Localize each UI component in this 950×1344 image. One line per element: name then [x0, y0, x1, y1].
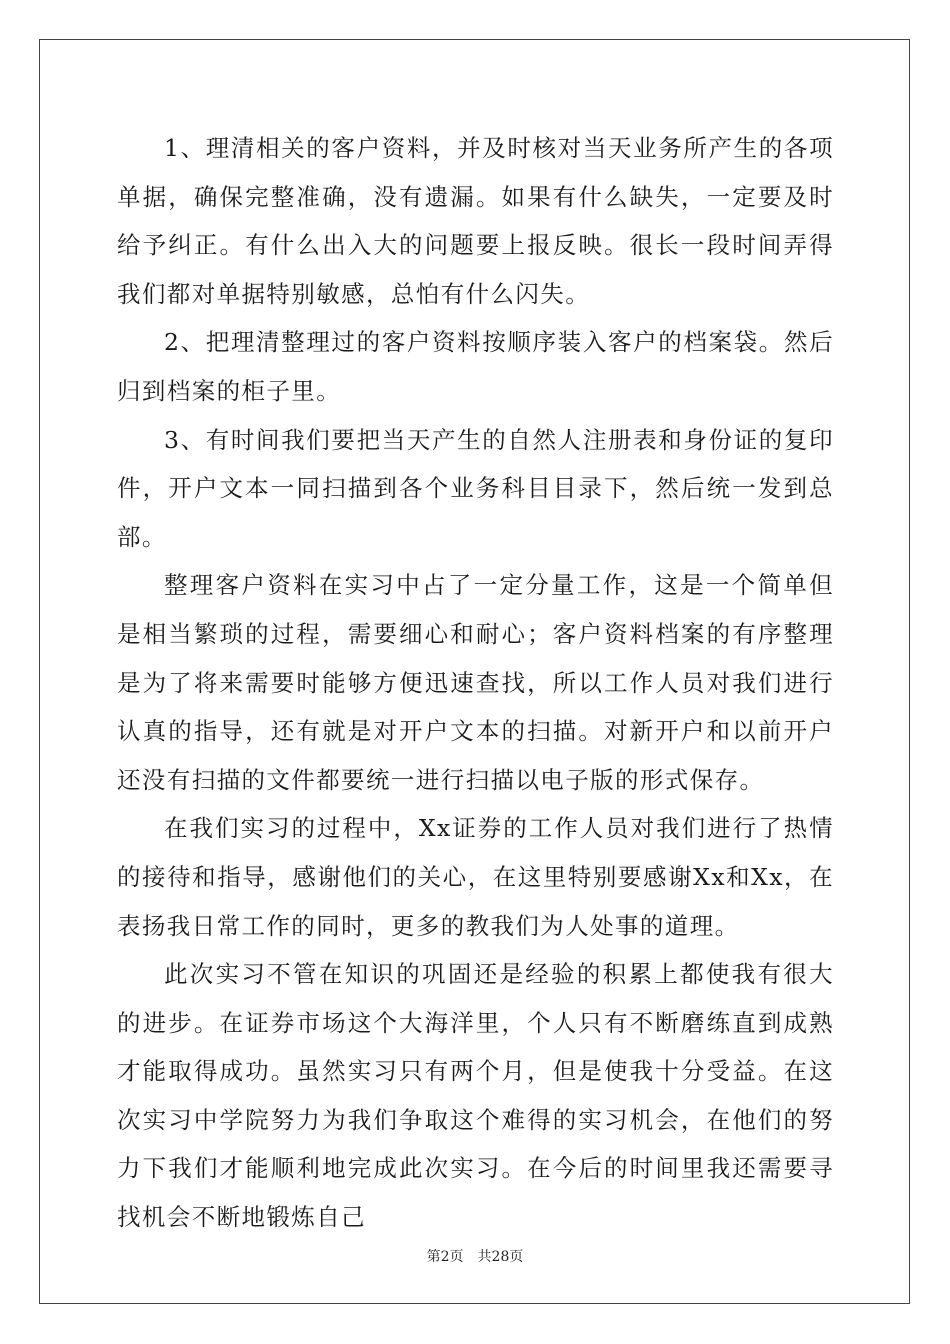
paragraph-1: 1、理清相关的客户资料，并及时核对当天业务所产生的各项单据，确保完整准确，没有遗漏。如果有什么缺失，一定要及时给予纠正。有什么出入大的问题要上报反映。很长一段时间弄得我们都对单据特别敏感，总怕有什么闪失。: [117, 134, 834, 308]
paragraph-5: 在我们实习的过程中，Xx证券的工作人员对我们进行了热情的接待和指导，感谢他们的关心，在这里特别要感谢Xx和Xx，在表扬我日常工作的同时，更多的教我们为人处事的道理。: [117, 814, 834, 940]
total-pages: 共28页: [477, 1249, 524, 1265]
page-footer: [0, 1248, 950, 1266]
paragraph-2: 2、把理清整理过的客户资料按顺序装入客户的档案袋。然后归到档案的柜子里。: [117, 328, 834, 405]
paragraph-4: 整理客户资料在实习中占了一定分量工作，这是一个简单但是相当繁琐的过程，需要细心和耐心；客户资料档案的有序整理是为了将来需要时能够方便迅速查找，所以工作人员对我们进行认真的指导，还有就是对开户文本的扫描。对新开户和以前开户还没有扫描的文件都要统一进行扫描以电子版的形式保存。: [117, 571, 834, 794]
page-number: 第2页: [426, 1249, 464, 1265]
paragraph-6: 此次实习不管在知识的巩固还是经验的积累上都使我有很大的进步。在证券市场这个大海洋里，个人只有不断磨练直到成熟才能取得成功。虽然实习只有两个月，但是使我十分受益。在这次实习中学院努力为我们争取这个难得的实习机会，在他们的努力下我们才能顺利地完成此次实习。在今后的时间里我还需要寻找机会不断地锻炼自己: [117, 960, 834, 1232]
paragraph-3: 3、有时间我们要把当天产生的自然人注册表和身份证的复印件，开户文本一同扫描到各个业务科目目录下，然后统一发到总部。: [117, 425, 834, 551]
document-body: [117, 124, 834, 1242]
